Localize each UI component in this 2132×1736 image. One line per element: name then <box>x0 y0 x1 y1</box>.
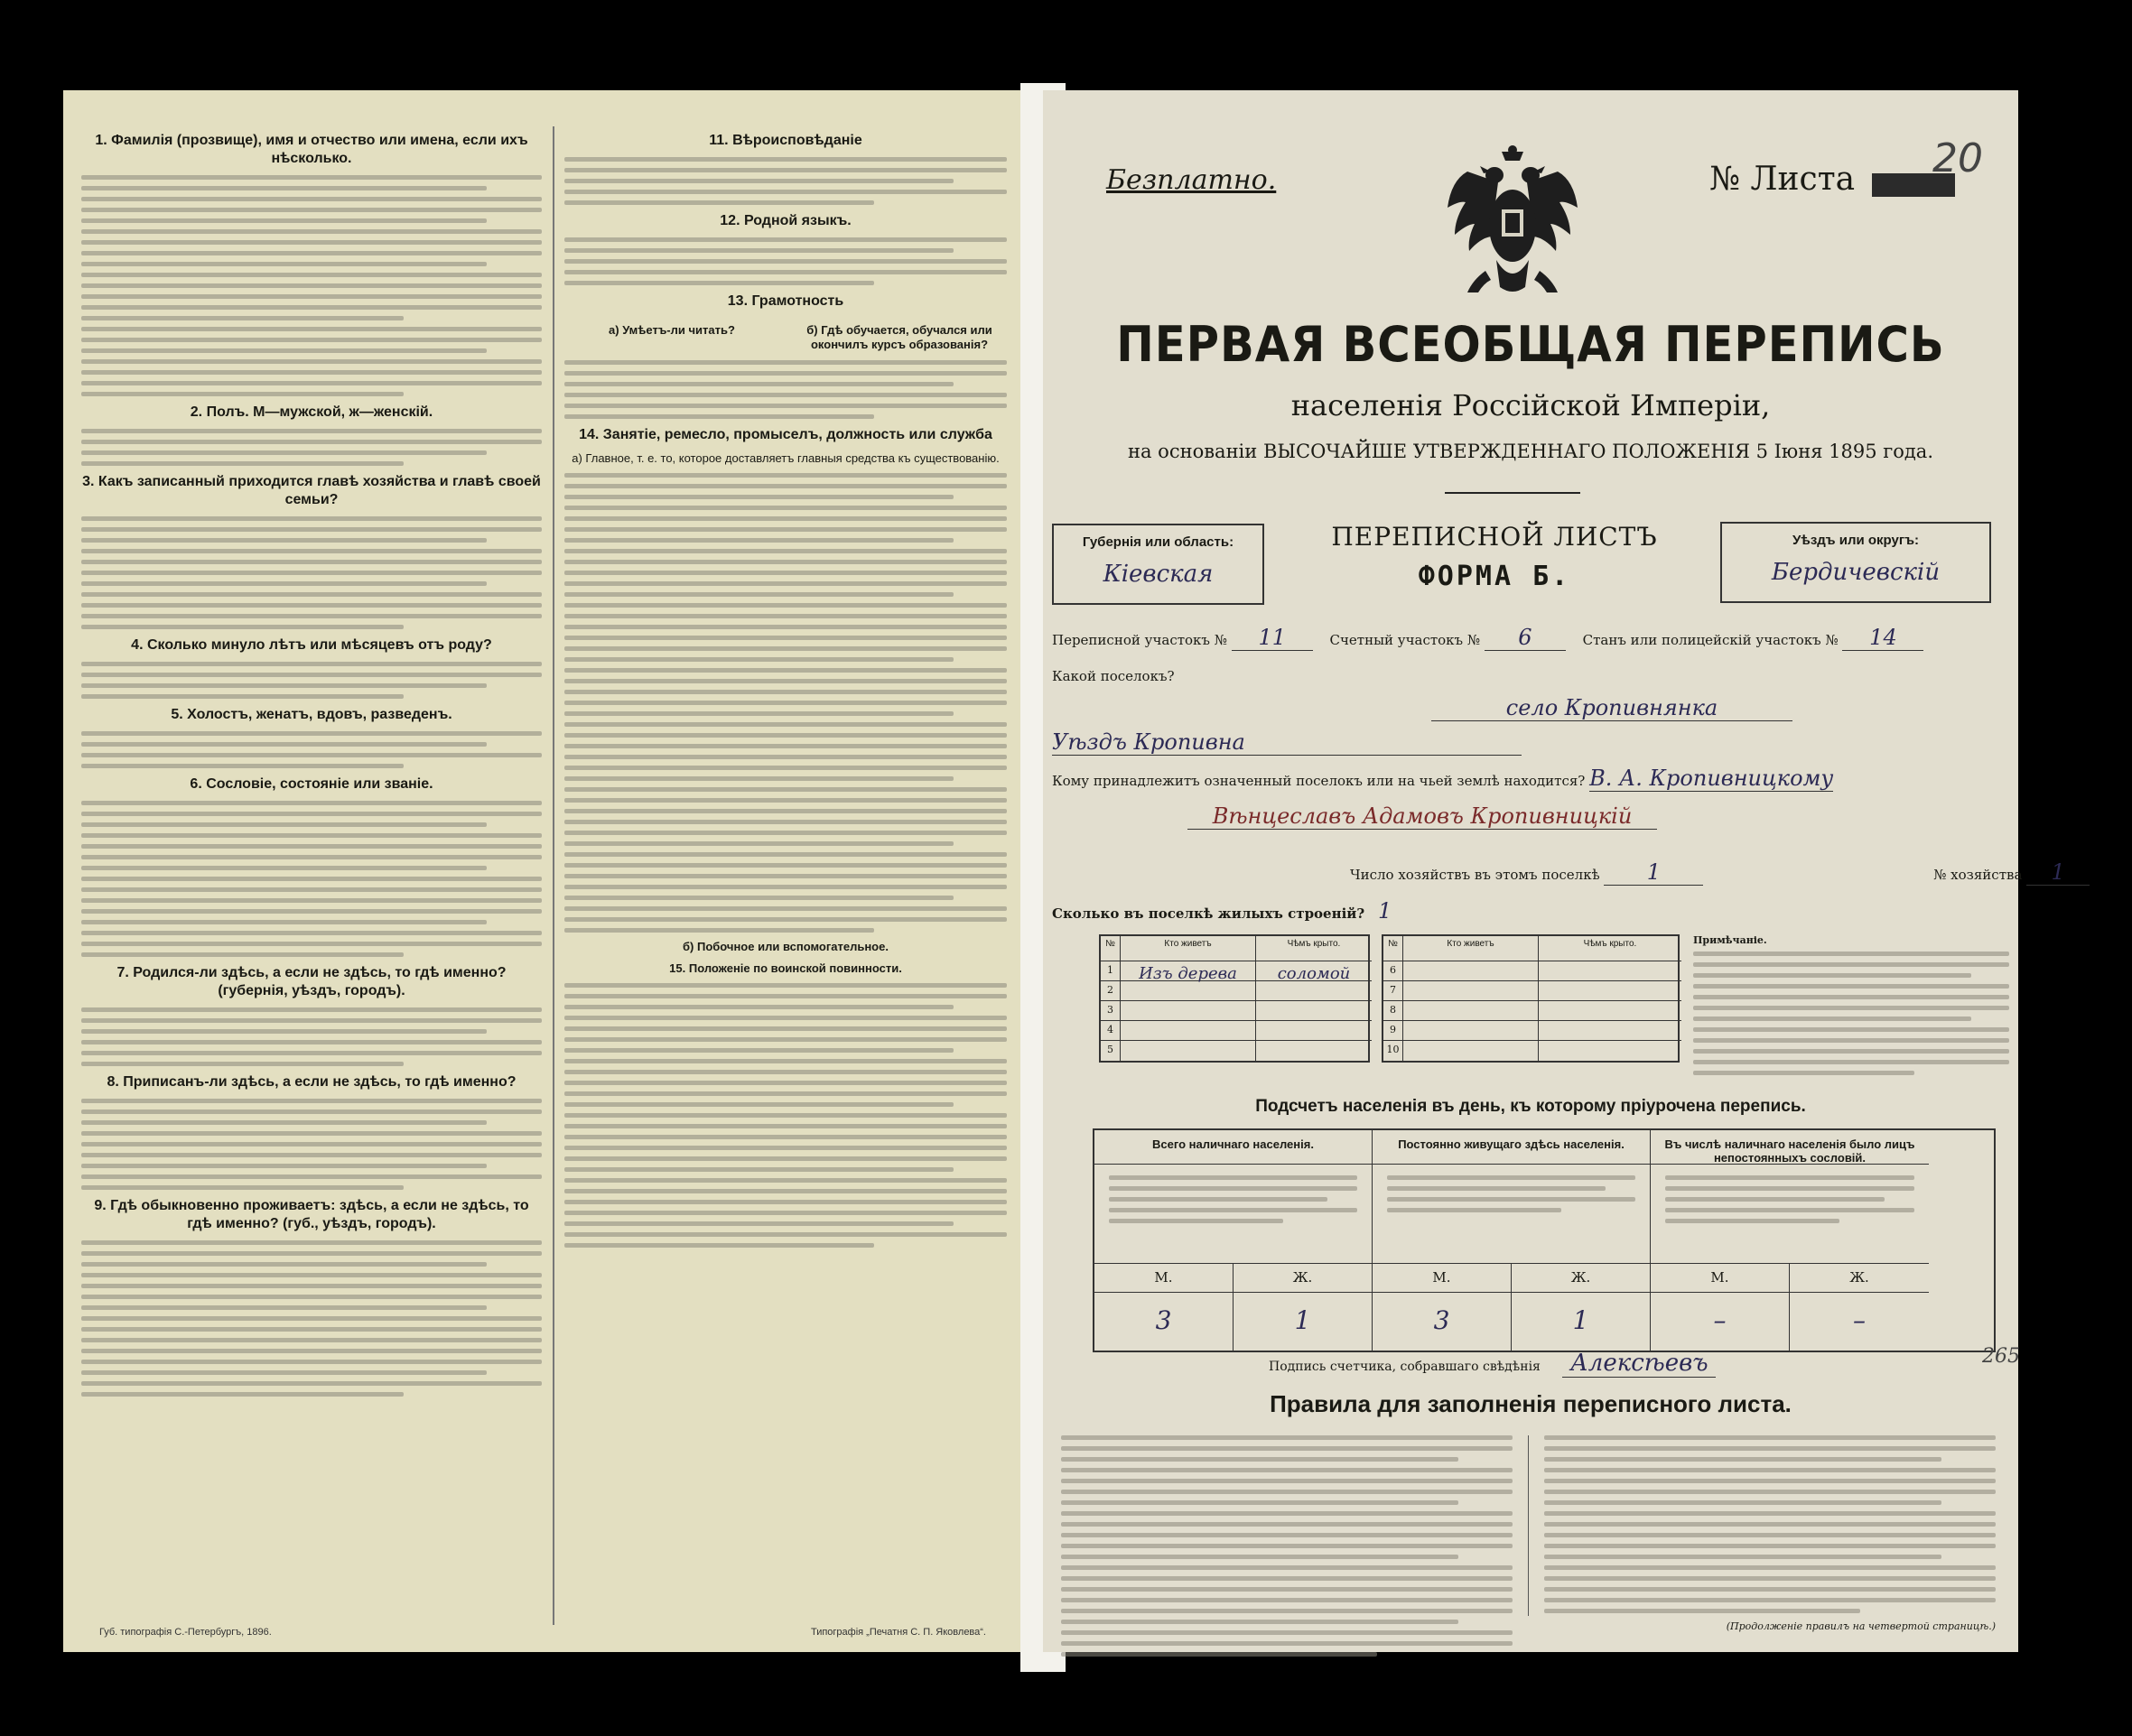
tally-value: 1 <box>1512 1293 1651 1351</box>
heading: 11. Вѣроисповѣданіе <box>709 133 862 148</box>
form-title: ПЕРЕПИСНОЙ ЛИСТЪ <box>1331 522 1658 552</box>
population-tally-table: Всего наличнаго населенія. Постоянно живущаго здѣсь населенія. Въ числѣ наличнаго населенія было лицъ непостоянныхъ сословій. М. Ж. М. Ж. М. Ж. 3 1 3 1 – – <box>1093 1128 1996 1352</box>
sheet-number-label: № Листа <box>1709 161 1856 198</box>
heading: 3. Какъ записанный приходится главѣ хозяйства и главѣ своей семьи? <box>82 474 541 507</box>
tally-value: – <box>1651 1293 1790 1351</box>
enumerator-signature: Алексѣевъ <box>1562 1350 1716 1378</box>
tally-value: 1 <box>1234 1293 1373 1351</box>
form-variant: ФОРМА Б. <box>1418 561 1571 592</box>
households-value: 1 <box>1604 859 1703 886</box>
district-value: 11 <box>1232 625 1313 651</box>
right-page-census-form <box>1043 90 2065 1652</box>
tally-header: Всего наличнаго населенія. <box>1094 1130 1373 1165</box>
settlement-value: село Кропивнянка <box>1431 695 1792 721</box>
form-title-block <box>1282 522 1707 592</box>
tally-header: Въ числѣ наличнаго населенія было лицъ непостоянныхъ сословій. <box>1651 1130 1929 1165</box>
dwellings-table-b: № Кто живетъ Чѣмъ крыто. 6 7 8 9 10 <box>1382 934 1680 1063</box>
buildings-row: Сколько въ поселкѣ жилыхъ строеній? 1 <box>1052 898 1392 924</box>
printer-imprint: Губ. типографія С.-Петербургъ, 1896. <box>99 1627 272 1638</box>
tally-value: 3 <box>1094 1293 1234 1351</box>
heading: 15. Положеніе по воинской повинности. <box>669 961 902 975</box>
gubernia-value: Кіевская <box>1103 561 1214 588</box>
census-basis: на основаніи ВЫСОЧАЙШЕ УТВЕРЖДЕННАГО ПОЛОЖЕНІЯ 5 Іюня 1895 года. <box>1127 441 1934 462</box>
heading: 8. Приписанъ-ли здѣсь, а если не здѣсь, то гдѣ именно? <box>107 1074 517 1090</box>
heading: 13. Грамотность <box>727 293 844 309</box>
rules-footer: (Продолженіе правилъ на четвертой страницѣ.) <box>1726 1620 1996 1632</box>
heading: 7. Родился-ли здѣсь, а если не здѣсь, то гдѣ именно? (губернія, уѣздъ, городъ). <box>116 965 507 998</box>
settlement-row: Какой поселокъ? <box>1052 668 1175 684</box>
gubernia-box <box>1052 524 1264 605</box>
printer-imprint: Типографія „Печатня С. П. Яковлева“. <box>810 1627 986 1638</box>
dwellings-table-a: № Кто живетъ Чѣмъ крыто. 1 Изъ дерева соломой 2 3 4 5 <box>1099 934 1370 1063</box>
column-divider <box>553 126 554 1625</box>
tally-value: 3 <box>1373 1293 1512 1351</box>
page-number: 20 <box>1932 135 1983 181</box>
free-label: Безплатно. <box>1106 164 1277 196</box>
enumerator-signature-row: Подпись счетчика, собравшаго свѣдѣнія Алексѣевъ <box>1269 1350 1716 1378</box>
settlement-line-2: Уѣздъ Кропивна <box>1052 729 1991 756</box>
left-page-instructions <box>63 90 1022 1652</box>
heading: 4. Сколько минуло лѣтъ или мѣсяцевъ отъ роду? <box>131 637 492 653</box>
text-block <box>81 175 542 396</box>
uezd-value: Бердичевскій <box>1771 559 1941 586</box>
heading: а) Умѣетъ-ли читать? <box>609 323 735 337</box>
dwellings-note: Примѣчаніе. <box>1693 934 2009 1082</box>
heading: 14. Занятіе, ремесло, промыселъ, должность или служба <box>579 426 992 442</box>
settlement-value-row <box>1052 695 1991 721</box>
heading: 5. Холостъ, женатъ, вдовъ, разведенъ. <box>171 707 452 722</box>
heading: 1. Фамилія (прозвище), имя и отчество или имена, если ихъ нѣсколько. <box>95 133 528 166</box>
instructions-column-2 <box>564 126 1007 1255</box>
households-row: Число хозяйствъ въ этомъ поселкѣ 1 № хозяйства 1 <box>1052 859 1991 886</box>
heading: 9. Гдѣ обыкновенно проживаетъ: здѣсь, а если не здѣсь, то гдѣ именно? (губ., уѣздъ, городъ). <box>94 1198 529 1231</box>
margin-mark: 265 <box>1982 1345 2020 1368</box>
buildings-value: 1 <box>1377 898 1392 924</box>
heading: а) Главное, т. е. то, которое доставляетъ главныя средства къ существованію. <box>572 450 1000 465</box>
household-number: 1 <box>2026 859 2090 886</box>
census-title: ПЕРВАЯ ВСЕОБЩАЯ ПЕРЕПИСЬ <box>1116 316 1945 373</box>
column-divider <box>1528 1435 1529 1616</box>
census-subtitle: населенія Россійской Имперіи, <box>1290 388 1771 422</box>
rules-column-1 <box>1061 1435 1513 1664</box>
rules-title: Правила для заполненія переписного листа. <box>1270 1390 1792 1417</box>
heading: 12. Родной языкъ. <box>720 213 852 228</box>
stan-value: 14 <box>1842 625 1923 651</box>
tally-header: Постоянно живущаго здѣсь населенія. <box>1373 1130 1651 1165</box>
owner-row: Кому принадлежитъ означенный поселокъ или на чьей землѣ находится? В. А. Кропивницкому <box>1052 766 1834 791</box>
heading: б) Гдѣ обучается, обучался или окончилъ курсъ образованія? <box>806 323 992 352</box>
owner-value: В. А. Кропивницкому <box>1589 766 1834 791</box>
tally-value: – <box>1853 1305 1866 1335</box>
tally-title: Подсчетъ населенія въ день, къ которому пріурочена перепись. <box>1255 1097 1806 1116</box>
instructions-column-1 <box>81 126 542 1404</box>
heading: б) Побочное или вспомогательное. <box>683 939 889 953</box>
heading: 6. Сословіе, состояніе или званіе. <box>190 776 433 792</box>
uezd-label: Уѣздъ или округъ: <box>1792 533 1920 548</box>
district-row: Переписной участокъ № 11 Счетный участокъ № 6 Станъ или полицейскій участокъ № 14 <box>1052 625 1991 651</box>
gubernia-label: Губернія или область: <box>1082 534 1234 550</box>
divider <box>1445 492 1580 494</box>
double-headed-eagle-icon <box>1440 144 1585 302</box>
counting-value: 6 <box>1485 625 1566 651</box>
heading: 2. Полъ. М—мужской, ж—женскій. <box>190 404 433 420</box>
rules-column-2 <box>1544 1435 1996 1632</box>
uezd-box <box>1720 522 1991 603</box>
owner-line-2: Вѣнцеславъ Адамовъ Кропивницкій <box>1052 803 1991 830</box>
